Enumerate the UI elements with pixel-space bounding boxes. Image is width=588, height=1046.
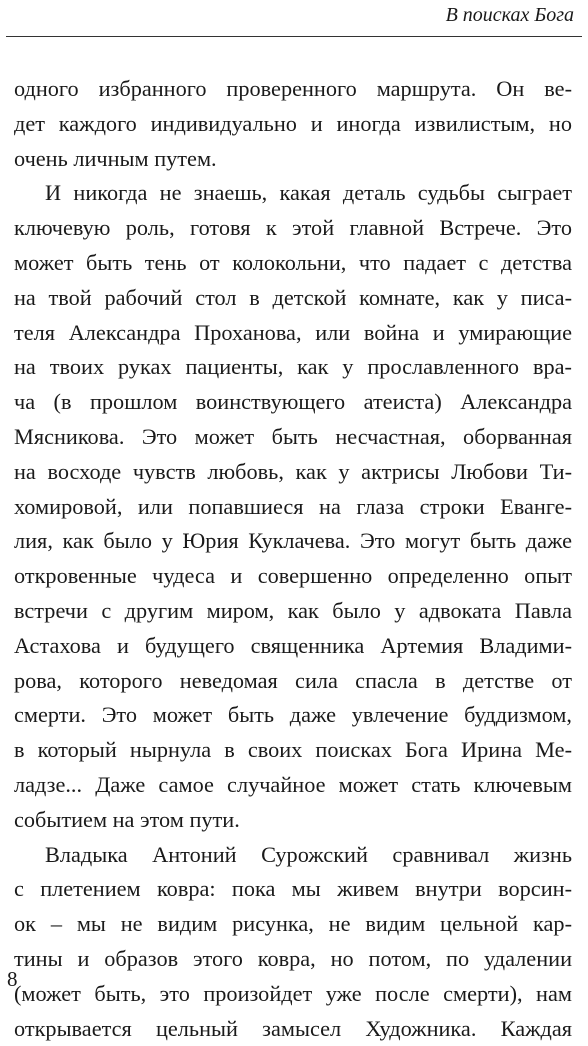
text-line: тины и образов этого ковра, но потом, по удалении — [14, 945, 572, 971]
text-line: одного избранного проверенного маршрута. Он ве- — [14, 76, 572, 101]
text-line: Астахова и будущего священника Артемия Владими- — [14, 632, 572, 658]
text-line: встречи с другим миром, как было у адвоката Павла — [14, 597, 572, 623]
text-line: ключевую роль, готовя к этой главной Встрече. Это — [14, 215, 572, 241]
text-line: Мясникова. Это может быть несчастная, оборванная — [14, 423, 572, 449]
text-line: И никогда не знаешь, какая деталь судьбы сыграет — [45, 180, 572, 206]
text-line: дет каждого индивидуально и иногда извилистым, но — [14, 110, 572, 136]
running-title: В поисках Бога — [445, 4, 574, 26]
text-line: на восходе чувств любовь, как у актрисы Любови Ти- — [14, 458, 572, 484]
text-line: может быть тень от колокольни, что падает с детства — [14, 249, 572, 275]
text-line: открывается цельный замысел Художника. Каждая — [14, 1015, 572, 1041]
text-line: ок – мы не видим рисунка, не видим цельной кар- — [14, 911, 572, 937]
text-line: смерти. Это может быть даже увлечение буддизмом, — [14, 702, 572, 728]
text-line: теля Александра Проханова, или война и умирающие — [14, 319, 572, 345]
text-line: на твой рабочий стол в детской комнате, как у писа- — [14, 284, 572, 310]
text-line: лия, как было у Юрия Куклачева. Это могут быть даже — [14, 528, 572, 554]
page-header — [0, 0, 588, 46]
text-line: очень личным путем. — [14, 145, 217, 171]
text-line: ча (в прошлом воинствующего атеиста) Александра — [14, 389, 572, 415]
page-number: 8 — [7, 967, 18, 991]
text-line: в который нырнула в своих поисках Бога Ирина Ме- — [14, 737, 572, 763]
text-line: на твоих руках пациенты, как у прославленного вра- — [14, 354, 572, 380]
text-line: откровенные чудеса и совершенно определенно опыт — [14, 563, 572, 589]
text-line: Владыка Антоний Сурожский сравнивал жизнь — [45, 841, 572, 867]
text-line: событием на этом пути. — [14, 806, 240, 832]
header-rule — [6, 36, 582, 37]
text-line: хомировой, или попавшиеся на глаза строки Еванге- — [14, 493, 572, 519]
text-line: рова, которого неведомая сила спасла в детстве от — [14, 667, 572, 693]
text-line: ладзе... Даже самое случайное может стать ключевым — [14, 771, 572, 797]
text-line: (может быть, это произойдет уже после смерти), нам — [14, 980, 572, 1006]
text-line: с плетением ковра: пока мы живем внутри ворсин- — [14, 876, 572, 902]
body-text — [14, 72, 572, 1046]
